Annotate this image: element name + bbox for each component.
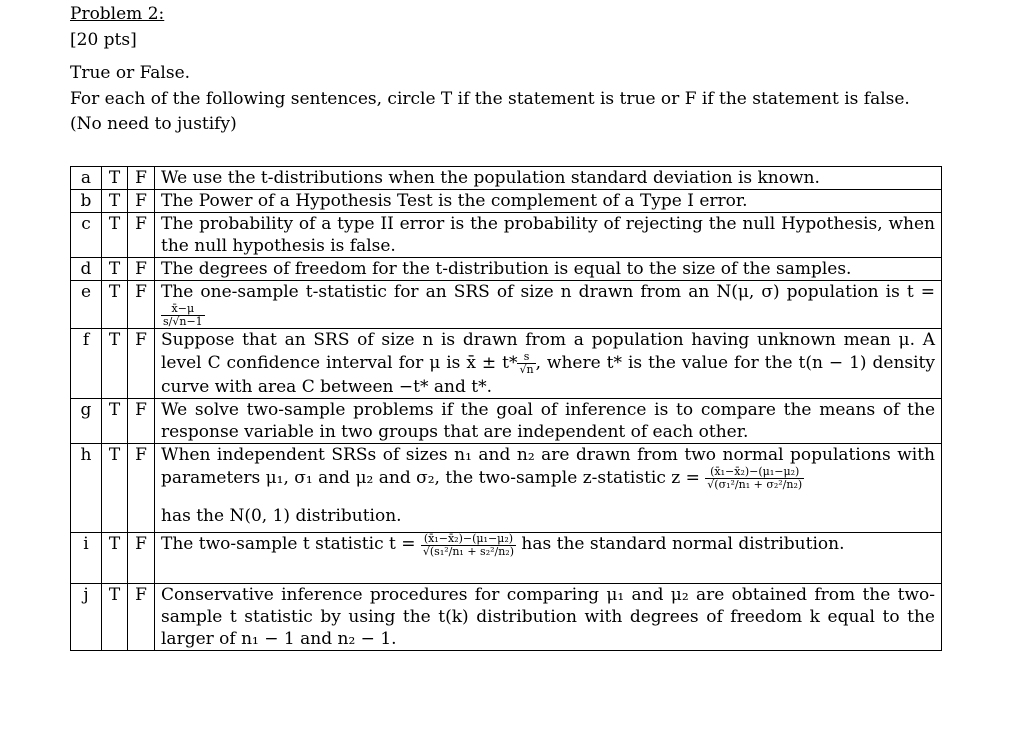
table-row [71, 213, 942, 258]
true-option[interactable]: T [102, 213, 128, 258]
true-option[interactable]: T [102, 190, 128, 213]
table-row [71, 281, 942, 329]
z-statistic-formula [705, 466, 804, 491]
item-label: f [71, 329, 102, 399]
true-option[interactable]: T [102, 444, 128, 533]
true-option[interactable]: T [102, 399, 128, 444]
no-justify-note: (No need to justify) [70, 114, 237, 134]
statement-part: The two-sample t statistic t = [161, 534, 416, 554]
statement-text: We use the t-distributions when the population standard deviation is known. [155, 167, 942, 190]
statement-part: , where t* is the value for the t(n − 1) density curve with area C between −t* and t*. [161, 353, 935, 397]
false-option[interactable]: F [128, 444, 155, 533]
table-row [71, 258, 942, 281]
statement-text [155, 281, 942, 329]
formula-denominator: √n [519, 363, 534, 376]
item-label: b [71, 190, 102, 213]
statement-part: has the N(0, 1) distribution. [161, 506, 402, 526]
statement-text [155, 329, 942, 399]
false-option[interactable]: F [128, 584, 155, 651]
item-label: g [71, 399, 102, 444]
margin-formula [517, 351, 535, 376]
statement-part: has the standard normal distribution. [521, 534, 845, 554]
table-row [71, 167, 942, 190]
table-row [71, 399, 942, 444]
statement-part: Suppose that an SRS of size n is drawn from a population having unknown mean μ. A level C confidence interval for μ is x̄ ± t* [161, 330, 935, 373]
statement-part: The one-sample t-statistic for an SRS of size n drawn from an N(μ, σ) population is t = [161, 282, 935, 302]
t-statistic-formula [421, 533, 516, 558]
formula-denominator: √(σ₁²/n₁ + σ₂²/n₂) [707, 478, 803, 491]
item-label: d [71, 258, 102, 281]
instructions: For each of the following sentences, circle T if the statement is true or F if the statement is false. [70, 89, 910, 109]
formula-denominator: s/√n−1 [163, 315, 203, 328]
true-false-table [70, 166, 942, 651]
true-option[interactable]: T [102, 329, 128, 399]
statement-part: When independent SRSs of sizes n₁ and n₂ are drawn from two normal populations with parameters μ₁, σ₁ and μ₂ and σ₂, the two-sample z-statistic z = [161, 445, 935, 488]
false-option[interactable]: F [128, 213, 155, 258]
statement-text: Conservative inference procedures for comparing μ₁ and μ₂ are obtained from the two-sample t statistic by using the t(k) distribution with degrees of freedom k equal to the larger of n₁ − 1 and n₂ − 1. [155, 584, 942, 651]
true-option[interactable]: T [102, 167, 128, 190]
true-option[interactable]: T [102, 533, 128, 584]
true-option[interactable]: T [102, 584, 128, 651]
true-option[interactable]: T [102, 258, 128, 281]
false-option[interactable]: F [128, 281, 155, 329]
formula-numerator: (x̄₁−x̄₂)−(μ₁−μ₂) [710, 465, 800, 478]
item-label: i [71, 533, 102, 584]
false-option[interactable]: F [128, 258, 155, 281]
table-row [71, 444, 942, 533]
statement-text: The probability of a type II error is the probability of rejecting the null Hypothesis, when the null hypothesis is false. [155, 213, 942, 258]
item-label: c [71, 213, 102, 258]
statement-text: The degrees of freedom for the t-distribution is equal to the size of the samples. [155, 258, 942, 281]
false-option[interactable]: F [128, 329, 155, 399]
item-label: h [71, 444, 102, 533]
item-label: e [71, 281, 102, 329]
formula-numerator: s [523, 350, 530, 363]
table-row [71, 584, 942, 651]
true-option[interactable]: T [102, 281, 128, 329]
problem-points: [20 pts] [70, 30, 137, 50]
formula-numerator: (x̄₁−x̄₂)−(μ₁−μ₂) [423, 532, 514, 545]
table-row [71, 190, 942, 213]
statement-text [155, 533, 942, 584]
table-row [71, 533, 942, 584]
item-label: a [71, 167, 102, 190]
table-row [71, 329, 942, 399]
formula-numerator: x̄−μ [171, 302, 195, 315]
false-option[interactable]: F [128, 190, 155, 213]
problem-title: Problem 2: [70, 4, 165, 24]
true-false-heading: True or False. [70, 63, 191, 83]
false-option[interactable]: F [128, 167, 155, 190]
false-option[interactable]: F [128, 533, 155, 584]
false-option[interactable]: F [128, 399, 155, 444]
statement-text: We solve two-sample problems if the goal of inference is to compare the means of the response variable in two groups that are independent of each other. [155, 399, 942, 444]
statement-text [155, 444, 942, 533]
item-label: j [71, 584, 102, 651]
formula-denominator: √(s₁²/n₁ + s₂²/n₂) [422, 545, 515, 558]
statement-text: The Power of a Hypothesis Test is the complement of a Type I error. [155, 190, 942, 213]
t-statistic-formula [161, 303, 205, 328]
